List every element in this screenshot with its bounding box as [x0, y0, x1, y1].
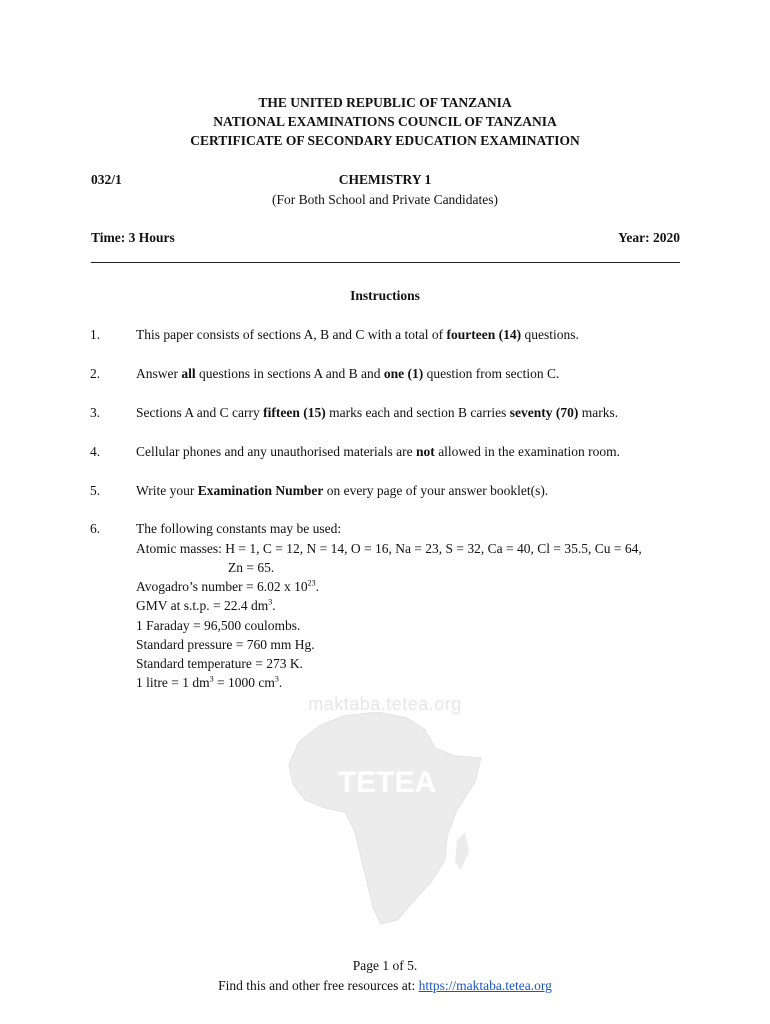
paper-time: Time: 3 Hours [91, 230, 175, 245]
resources-link[interactable]: https://maktaba.tetea.org [418, 978, 552, 993]
paper-year: Year: 2020 [618, 230, 680, 245]
instruction-item-6: The following constants may be used: [136, 521, 342, 536]
constant-avogadro: Avogadro’s number = 6.02 x $10^{23}$. [136, 578, 319, 594]
instruction-item-5: Write your Examination Number on every page of your answer booklet(s). [136, 483, 549, 498]
constant-pressure: Standard pressure = 760 mm Hg. [136, 637, 315, 652]
constant-faraday: 1 Faraday = 96,500 coulombs. [136, 618, 301, 633]
africa-map-watermark-icon [285, 712, 485, 927]
instruction-item-2: Answer all questions in sections A and B and one (1) question from section C. [136, 366, 560, 381]
paper-candidates: (For Both School and Private Candidates) [271, 192, 499, 207]
instruction-item-4: Cellular phones and any unauthorised materials are not allowed in the examination room. [136, 444, 621, 459]
footer-resources: Find this and other free resources at: https://maktaba.tetea.org [218, 978, 552, 993]
constant-temperature: Standard temperature = 273 K. [136, 656, 303, 671]
separator-line [91, 262, 680, 263]
instruction-number: 6. [90, 521, 101, 536]
watermark-brand: TETEA [337, 766, 437, 799]
constant-atomic-masses-cont: Zn = 65. [228, 560, 275, 575]
instruction-item-1: This paper consists of sections A, B and C with a total of fourteen (14) questions. [136, 327, 579, 342]
paper-subject: CHEMISTRY 1 [338, 172, 432, 187]
page-number: Page 1 of 5. [352, 958, 418, 973]
header-line-exam: CERTIFICATE OF SECONDARY EDUCATION EXAMINATION [190, 133, 580, 148]
header-line-republic: THE UNITED REPUBLIC OF TANZANIA [258, 95, 512, 110]
instruction-number: 2. [90, 366, 101, 381]
instructions-title: Instructions [350, 288, 420, 303]
instruction-number: 3. [90, 405, 101, 420]
instruction-item-3: Sections A and C carry fifteen (15) marks each and section B carries seventy (70) marks. [136, 405, 619, 420]
paper-code: 032/1 [91, 172, 122, 187]
constant-atomic-masses: Atomic masses: H = 1, C = 12, N = 14, O = 16, Na = 23, S = 32, Ca = 40, Cl = 35.5, Cu = 64, [136, 541, 642, 556]
instruction-number: 1. [90, 327, 101, 342]
constant-litre: 1 litre = 1 $dm^3 = 1000$ $cm^3$. [136, 674, 283, 690]
instruction-number: 4. [90, 444, 101, 459]
instruction-number: 5. [90, 483, 101, 498]
constant-gmv: GMV at s.t.p. = 22.4 $dm^3$. [136, 597, 276, 613]
watermark-site: maktaba.tetea.org [308, 694, 462, 714]
header-line-council: NATIONAL EXAMINATIONS COUNCIL OF TANZANIA [213, 114, 557, 129]
